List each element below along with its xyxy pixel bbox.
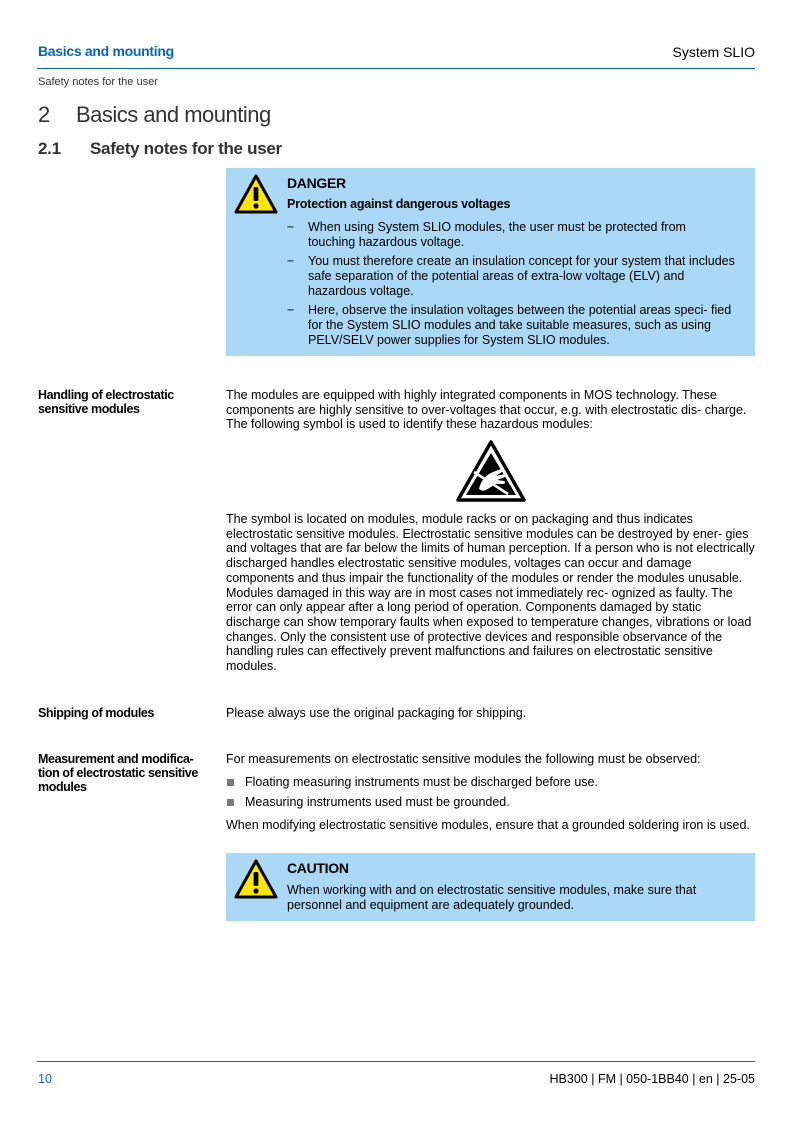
danger-title: DANGER <box>287 175 346 191</box>
footer-divider <box>37 1061 755 1062</box>
heading-1-title: Basics and mounting <box>76 102 271 127</box>
header-divider <box>37 68 755 69</box>
warning-triangle-icon <box>234 174 278 214</box>
esd-warning-icon <box>455 439 527 503</box>
list-item: Measuring instruments used must be grounded. <box>226 795 756 810</box>
list-item: − You must therefore create an insulation concept for your system that includes safe separation of the potential areas of extra-low voltage (ELV) and hazardous voltage. <box>287 254 735 299</box>
heading-2-title: Safety notes for the user <box>90 139 282 158</box>
esd-body-text: The symbol is located on modules, module racks or on packaging and thus indicates electrostatic sensitive modules. Electrostatic sensitive modules can be destroyed by ener- gies and voltages that are far below the limits of human perception. If a person who is not electrically discharged handles electrostatic sensitive modules, voltages can occur and damage components and thus impair the functionality of the modules or render the modules unusable. Modules damaged in this way are in most cases not immediately rec- ognized as faulty. The error can only appear after a long period of operation. Components damaged by static discharge can show temporary faults when exposed to temperature changes, vibrations or load changes. Only the consistent use of protective devices and responsible observance of the handling rules can effectively prevent malfunctions and failures on electrostatic sensitive modules. <box>226 512 755 674</box>
heading-2-number: 2.1 <box>38 139 61 158</box>
danger-list <box>287 220 735 352</box>
danger-subtitle: Protection against dangerous voltages <box>287 197 511 211</box>
warning-triangle-icon <box>234 859 278 899</box>
heading-1-number: 2 <box>38 102 50 127</box>
measurement-list <box>226 775 756 815</box>
document-reference: HB300 | FM | 050-1BB40 | en | 25-05 <box>549 1072 755 1086</box>
list-item: − Here, observe the insulation voltages between the potential areas speci- fied for the System SLIO modules and take suitable measures, such as using PELV/SELV power supplies for System SLIO modules. <box>287 303 735 348</box>
heading-2 <box>38 139 282 159</box>
danger-box <box>226 168 755 356</box>
header-chapter: Basics and mounting <box>38 43 174 59</box>
measurement-outro-text: When modifying electrostatic sensitive modules, ensure that a grounded soldering iron is used. <box>226 818 750 832</box>
caution-text: When working with and on electrostatic sensitive modules, make sure that personnel and equipment are adequately grounded. <box>287 883 697 912</box>
heading-1 <box>38 102 271 128</box>
measurement-section-label: Measurement and modifica- tion of electrostatic sensitive modules <box>38 752 198 794</box>
list-item: Floating measuring instruments must be discharged before use. <box>226 775 756 790</box>
measurement-intro-text: For measurements on electrostatic sensitive modules the following must be observed: <box>226 752 701 766</box>
list-item: − When using System SLIO modules, the user must be protected from touching hazardous voltage. <box>287 220 735 250</box>
header-subsection: Safety notes for the user <box>38 76 158 88</box>
shipping-text: Please always use the original packaging for shipping. <box>226 706 527 720</box>
esd-intro-text: The modules are equipped with highly integrated components in MOS technology. These components are highly sensitive to over-voltages that occur, e.g. with electrostatic dis- charge. The following symbol is used to identify these hazardous modules: <box>226 388 747 432</box>
caution-box <box>226 853 755 921</box>
page-number: 10 <box>38 1072 52 1086</box>
shipping-section-label: Shipping of modules <box>38 706 155 720</box>
esd-section-label: Handling of electrostatic sensitive modules <box>38 388 174 416</box>
header-product: System SLIO <box>672 44 755 60</box>
caution-title: CAUTION <box>287 860 349 876</box>
